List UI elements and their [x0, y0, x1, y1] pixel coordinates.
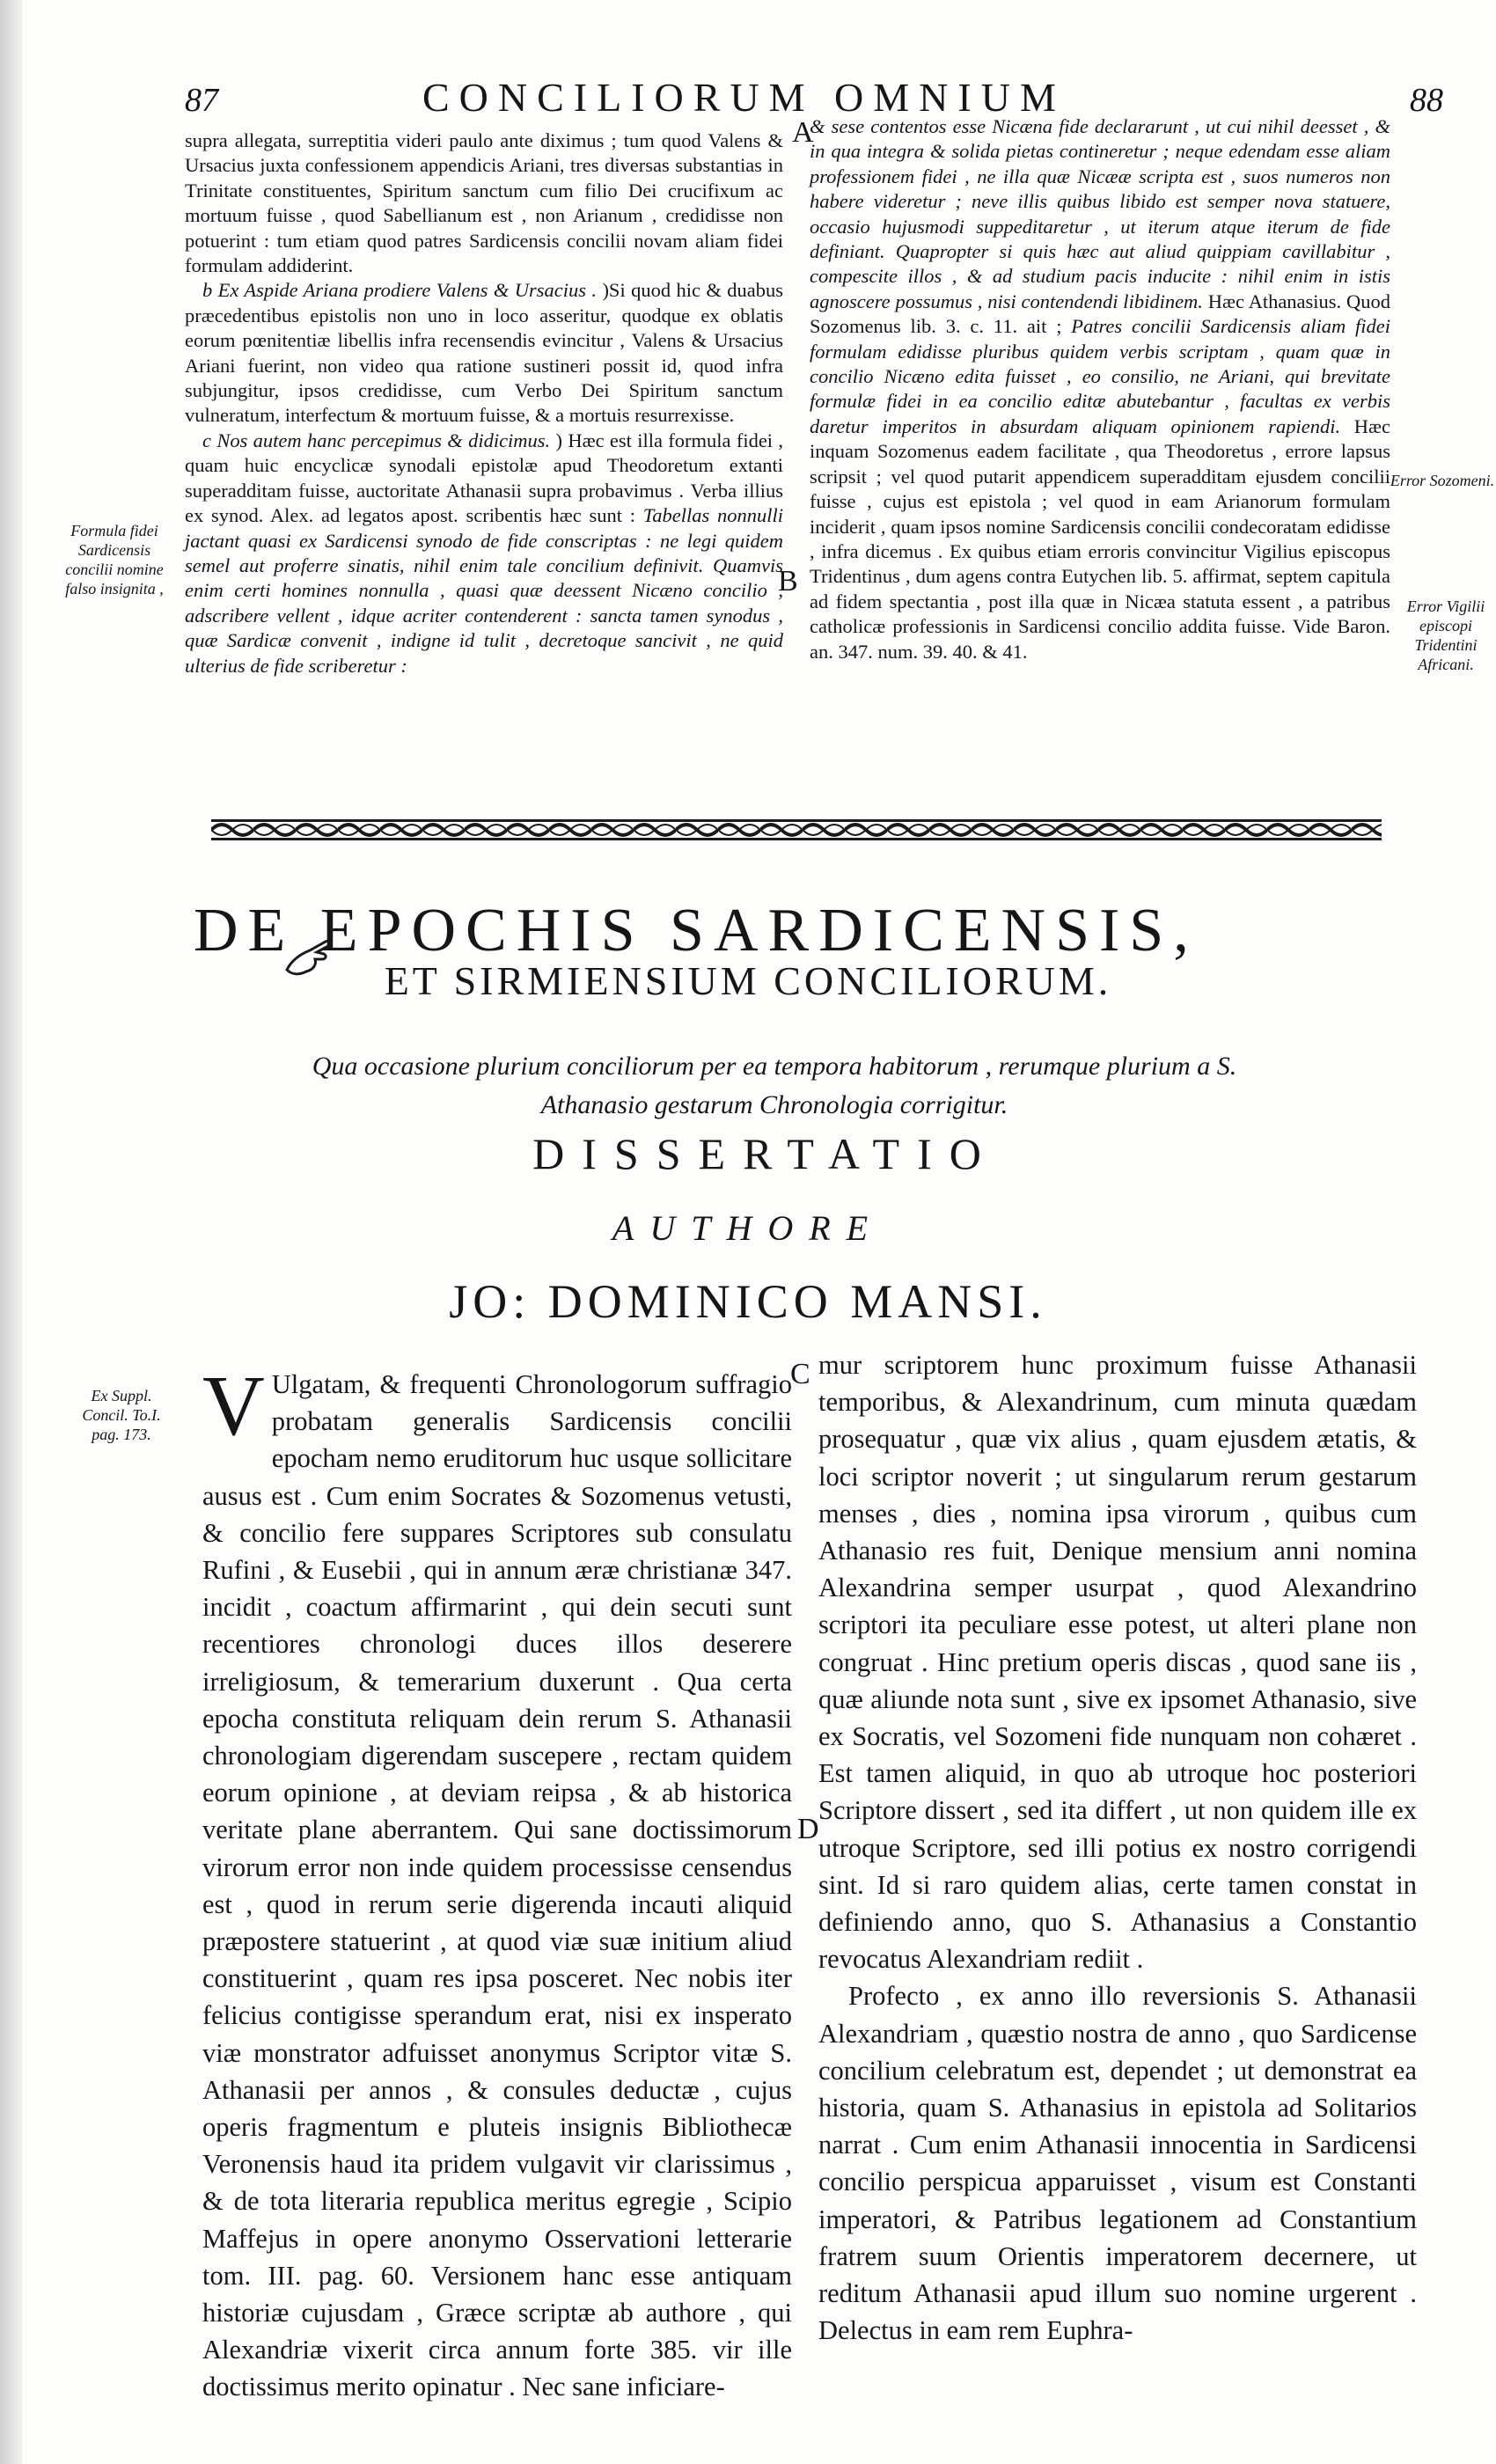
footnote-b-mark: b: [202, 279, 213, 302]
body-right-paragraph-1: mur scriptorem hunc proximum fuisse Athanasii temporibus, & Alexandrinum, cum minuta quædam prosequatur , quæ vix alius , quam ejusdem ætatis, & loci scriptor noverit ; ut singularum rerum gestarum menses , dies , nomina ipsa virorum , quibus cum Athanasio res fuit, Denique mensium anni nomina Alexandrina semper usurpat , quod Alexandrino scriptori ita peculiare esse potest, ut alteri plane non congruat . Hinc pretium operis discas , quod sane iis , quæ aliunde nota sunt , sive ex ipsomet Athanasio, sive ex Socratis, vel Sozomeni fide nunquam non cohæret . Est tamen aliquid, in quo ab utroque hoc posteriori Scriptore dissert , sed ita differt , ut non quidem ille ex utroque Scriptore, sed illi potius ex nostro corrigendi sint. Id si raro quidem alias, certe tamen constat in definiendo anno, quo S. Athanasius a Constantio revocatus Alexandriam rediit .: [818, 1350, 1417, 1975]
footnote-c: [185, 429, 783, 678]
top-right-quote-2: Patres concilii Sardicensis aliam fidei formulam edidisse pluribus quidem verbis scriptam , quam quæ in concilio Nicæno edita fuisset , eo consilio, ne Ariani, qui brevitate formulæ fidei in ea concilio editæ abutebantur , facultas ex verbis daretur imperitos in absurdam aliquam opinionem rapiendi.: [810, 315, 1391, 437]
italic-subtitle: Qua occasione plurium conciliorum per ea tempora habitorum , rerumque plurium a S. Athanasio gestarum Chronologia corrigitur.: [312, 1052, 1237, 1119]
footnote-c-quote-2: Tabellas nonnulli jactant quasi ex Sardicensi synodo de fide conscriptas : ne legi quidem semel aut proferre sinatis, nihil enim tale concilium definivit. Quamvis enim certi homines nonnulla , quasi quæ deessent Nicæno concilio , adscribere vellent , idque acriter contenderent : sancta tamen synodus , quæ Sardicæ convenit , indigne id tulit , decretoque sancivit , ne quid ulterius de fide scriberetur :: [185, 504, 784, 677]
secondary-title: ET SIRMIENSIUM CONCILIORUM.: [384, 958, 1112, 1003]
body-right-column: [818, 1346, 1417, 2349]
top-right-text-2: Hæc inquam Sozomenus eadem facilitate , qua Theodoretus , errore lapsus scripsit ; vel quod putarit appendicem superadditam ejusdem concilii fuisse , cujus est epistola ; vel quod in eam Arianorum formulam inciderit , quam ipsos nomine Sardicensis concilii condecoratam edidisse , infra dicemus . Ex quibus etiam erroris convincitur Vigilius episcopus Tridentinus , dum agens contra Eutychen lib. 5. affirmat, septem capitula ad fidem spectantia , post illa quæ in Nicæa statuta essent , a patribus catholicæ professionis in Sardicensi concilio addita fuisse. Vide Baron. an. 347. num. 39. 40. & 41.: [810, 414, 1391, 663]
top-right-paragraph: [810, 114, 1390, 664]
body-left-text: Ulgatam, & frequenti Chronologorum suffragio probatam generalis Sardicensis concilii epocham nemo eruditorum huc usque sollicitare ausus est . Cum enim Socrates & Sozomenus vetusti, & concilio fere suppares Scriptores sub consulatu Rufini , & Eusebii , qui in annum æræ christianæ 347. incidit , coactum affirmarint , qui dein secuti sunt recentiores chronologi duces illos deserere irreligiosum, & temerarium duxerunt . Qua certa epocha constituta reliquam dein rerum S. Athanasii chronologiam digerendam suscepere , rectam quidem eorum opinione , at deviam reipsa , & ab historica veritate plane aberrantem. Qui sane doctissimorum virorum error non inde quidem processisse censendus est , quod in rerum serie digerenda incauti aliquid præpostere statuerint , at quod viæ suæ initium aliud constituerint , quam res ipsa posceret. Nec nobis iter felicius contigisse sperandum erat, nisi ex insperato viæ monstrator adfuisset anonymus Scriptor vitæ S. Athanasii per annos , & consules deductæ , cujus operis fragmentum e pluteis insignis Bibliothecæ Veronensis haud ita pridem vulgavit vir clarissimus , & de tota literaria republica meritus egregie , Scipio Maffejus in opere anonymo Osservationi letterarie tom. III. pag. 60. Versionem hanc esse antiquam historiæ cujusdam , Græce scriptæ ab authore , qui Alexandriæ vixerit circa annum forte 385. vir ille doctissimus merito opinatur . Nec sane inficiare-: [202, 1369, 792, 2402]
body-left-paragraph: [202, 1359, 792, 2406]
author-name: JO: DOMINICO MANSI.: [449, 1275, 1047, 1328]
authore-heading: AUTHORE: [612, 1208, 884, 1248]
page-number-left: 87: [185, 82, 218, 119]
main-title: [194, 896, 1408, 966]
ornamental-rule: [211, 817, 1382, 843]
page-number-right: 88: [1410, 82, 1443, 119]
footnote-c-text: ) Hæc est illa formula fidei , quam huic encyclicæ synodali epistolæ apud Theodoretum extanti superadditam fuisse, auctoritate Athanasii supra probavimus . Verba illius ex synod. Alex. ad legatos apost. scribentis hæc sunt :: [185, 429, 783, 527]
top-right-text: Hæc Athanasius. Quod Sozomenus lib. 3. c. 11. ait ;: [810, 290, 1390, 338]
margin-note-formula: Formula fidei Sardicensis concilii nomine falso insignita ,: [65, 522, 164, 598]
footnote-c-mark: c: [202, 429, 211, 451]
running-title: CONCILIORUM OMNIUM: [422, 75, 1066, 120]
section-letter-b: B: [778, 565, 798, 598]
section-letter-d: D: [797, 1813, 819, 1845]
top-right-quote: & sese contentos esse Nicæna fide declararunt , ut cui nihil deesset , & in qua integra & solida pietas contineretur ; neque edendam esse aliam professionem fidei , ne illa quæ Nicææ scripta est , suos numeros non habere videretur ; neve illis quibus libido est semper nova statuere, occasio hujusmodi suppeditaretur , ut iterum atque iterum de fide definiant. Quapropter si quis hæc aut aliud quippiam cavillabitur , compescite illos , & ad studium pacis inducite : nihil enim in istis agnoscere possumus , nisi contendendi libidinem.: [810, 115, 1390, 312]
top-left-paragraph: supra allegata, surreptitia videri paulo ante diximus ; tum quod Valens & Ursacius juxta confessionem appendicis Ariani, tres diversas substantias in Trinitate constituentes, Spiritum sanctum cum filio Dei crucifixum ac mortuum fuisse , quod Sabellianum est , non Arianum , credidisse non potuerint : tum etiam quod patres Sardicensis concilii novam aliam fidei formulam addiderint.: [185, 129, 783, 277]
margin-note-sozomeni: Error Sozomeni.: [1390, 472, 1495, 489]
top-right-column: [810, 114, 1390, 664]
footnote-c-quote: Nos autem hanc percepimus & didicimus.: [216, 429, 551, 451]
drop-cap: V: [202, 1359, 265, 1454]
footnote-b: [185, 278, 783, 428]
footnote-b-text: )Si quod hic & duabus præcedentibus epistolis non uno in loco asseritur, quodque ex oblatis eorum pœnitentiæ libellis infra recensendis evincitur , Valens & Ursacius Ariani fuerint, non video qua ratione sustineri possit id, quod infra subjungitur, ipsos credidisse, cum Verbo Dei Spiritum sanctum vulneratum, interfectum & mortuum fuisse, & a mortuis resurrexisse.: [185, 279, 784, 427]
section-letter-c: C: [790, 1358, 810, 1390]
footnote-b-quote: Ex Aspide Ariana prodiere Valens & Ursacius .: [217, 279, 598, 302]
top-left-column: [185, 128, 783, 678]
margin-note-suppl: Ex Suppl. Concil. To.I. pag. 173.: [82, 1387, 161, 1443]
dissertatio-heading: DISSERTATIO: [532, 1129, 999, 1178]
body-left-column: [202, 1359, 792, 2406]
section-letter-a: A: [792, 116, 814, 149]
margin-note-vigilii: Error Vigilii episcopi Tridentini Africani.: [1406, 598, 1485, 673]
main-title-text: DE EPOCHIS SARDICENSIS,: [194, 897, 1199, 964]
body-right-paragraph-2: Profecto , ex anno illo reversionis S. Athanasii Alexandriam , quæstio nostra de anno , quo Sardicense concilium celebratum est, dependet ; ut demonstrat ea historia, quam S. Athanasius in epistola ad Solitarios narrat . Cum enim Athanasii innocentia in Sardicensi concilio perspicua apparuisset , visum est Constanti imperatori, & Patribus legationem ad Constantium fratrem suum Orientis imperatorem decernere, ut reditum Athanasii apud illum suo nomine urgerent . Delectus in eam rem Euphra-: [818, 1981, 1417, 2346]
